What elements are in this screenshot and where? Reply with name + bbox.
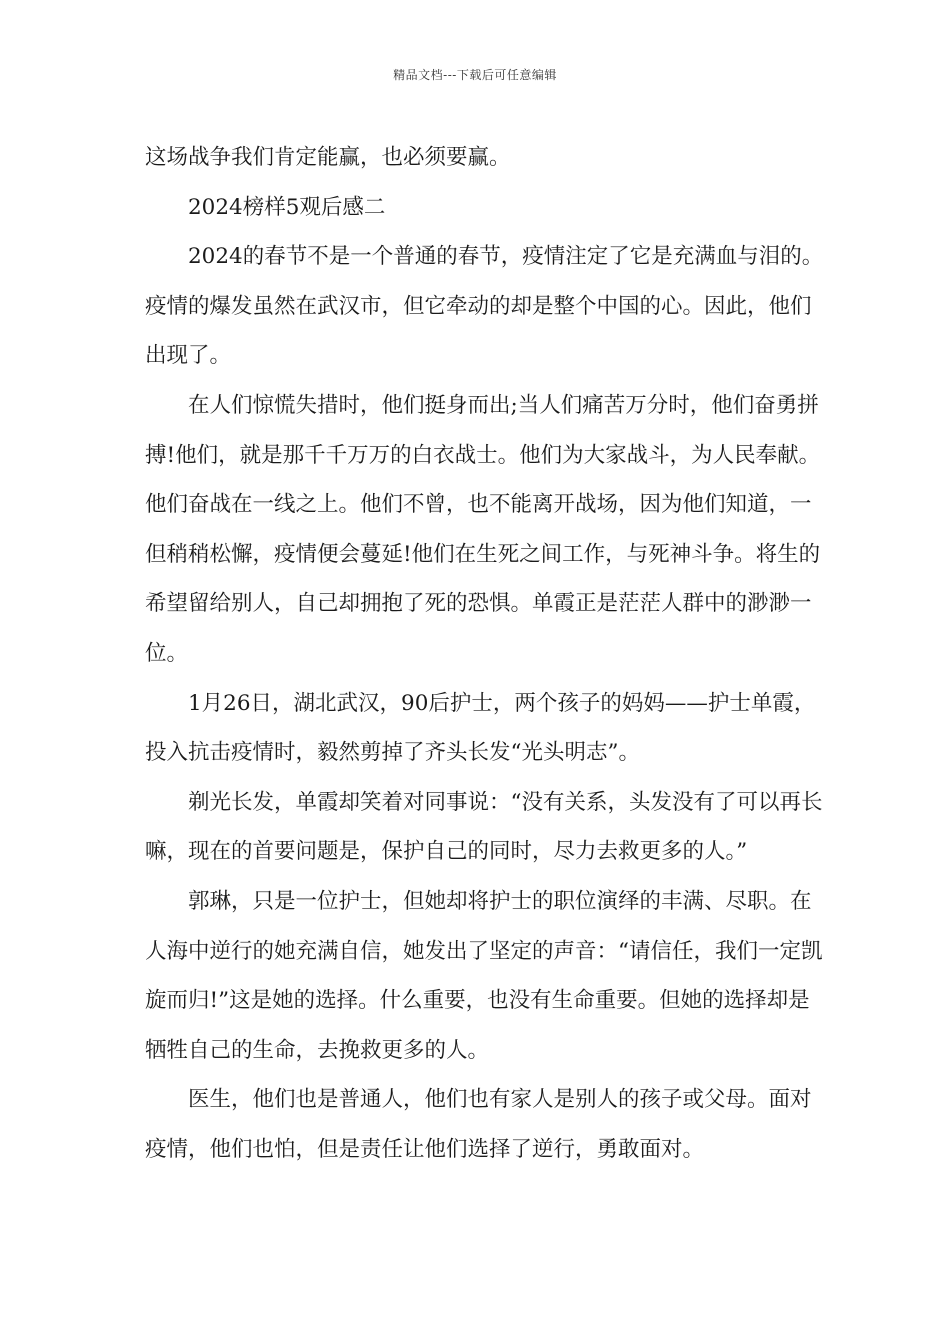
paragraph: 2024的春节不是一个普通的春节，疫情注定了它是充满血与泪的。疫情的爆发虽然在武汉市，但它牵动的却是整个中国的心。因此，他们出现了。 bbox=[145, 244, 824, 369]
paragraph: 医生，他们也是普通人，他们也有家人是别人的孩子或父母。面对疫情，他们也怕，但是责任让他们选择了逆行，勇敢面对。 bbox=[145, 1087, 812, 1162]
page-header: 精品文档---下载后可任意编辑 bbox=[393, 68, 557, 82]
paragraph: 在人们惊慌失措时，他们挺身而出;当人们痛苦万分时，他们奋勇拼搏!他们，就是那千千万万的白衣战士。他们为大家战斗，为人民奉献。他们奋战在一线之上。他们不曾，也不能离开战场，因为他们知道，一但稍稍松懈，疫情便会蔓延!他们在生死之间工作，与死神斗争。将生的希望留给别人，自己却拥抱了死的恐惧。单霞正是茫茫人群中的渺渺一位。 bbox=[145, 392, 821, 666]
paragraph: 郭琳，只是一位护士，但她却将护士的职位演绎的丰满、尽职。在人海中逆行的她充满自信，她发出了坚定的声音：“请信任，我们一定凯旋而归!”这是她的选择。什么重要，也没有生命重要。但她的选择却是牺牲自己的生命，去挽救更多的人。 bbox=[145, 888, 823, 1063]
paragraph: 剃光长发，单霞却笑着对同事说：“没有关系，头发没有了可以再长嘛，现在的首要问题是，保护自己的同时，尽力去救更多的人。” bbox=[145, 789, 823, 865]
document-body bbox=[145, 133, 825, 1174]
paragraph: 1月26日，湖北武汉，90后护士，两个孩子的妈妈——护士单霞，投入抗击疫情时，毅然剪掉了齐头长发“光头明志”。 bbox=[145, 690, 816, 766]
section-heading: 2024榜样5观后感二 bbox=[188, 194, 386, 220]
paragraph-continuation: 这场战争我们肯定能赢，也必须要赢。 bbox=[145, 145, 511, 170]
